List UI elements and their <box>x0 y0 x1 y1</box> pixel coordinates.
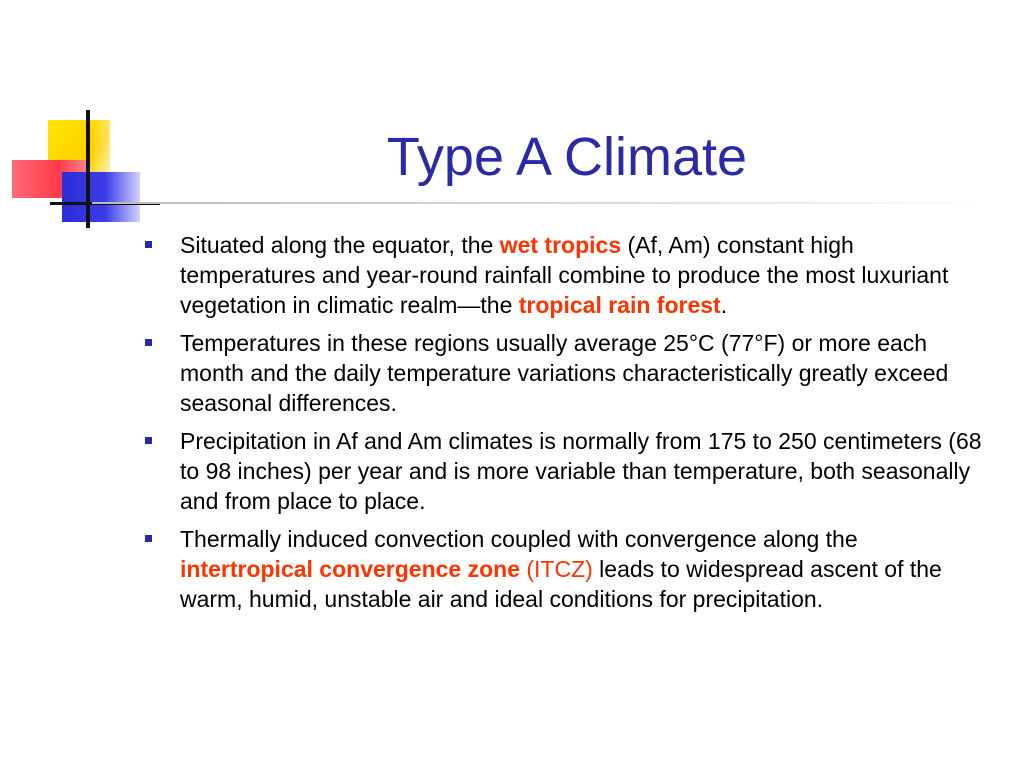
highlight-wet-tropics: wet tropics <box>499 232 622 258</box>
bullet-text: (Af, Am) constant high temperatures and year-round rainfall combine to produce the most luxuriant vegetation in climatic realm—the <box>180 232 949 318</box>
square-bullet-icon <box>145 535 152 542</box>
bullet-text: Thermally induced convection coupled with convergence along the <box>180 526 858 552</box>
bullet-item <box>142 328 992 418</box>
bullet-item <box>142 230 992 320</box>
square-bullet-icon <box>145 241 152 248</box>
title-divider <box>92 202 992 204</box>
bullet-item <box>142 426 992 516</box>
bullet-text: Temperatures in these regions usually average 25°C (77°F) or more each month and the daily temperature variations characteristically greatly exceed seasonal differences. <box>180 330 949 416</box>
slide-title: Type A Climate <box>386 127 748 187</box>
bullet-text: . <box>720 292 728 318</box>
highlight-tropical-rain-forest: tropical rain forest <box>518 292 721 318</box>
bullet-text: Precipitation in Af and Am climates is normally from 175 to 250 centimeters (68 to 98 inches) per year and is more variable than temperature, both seasonally and from place to place. <box>180 428 982 514</box>
bullet-text: Situated along the equator, the <box>180 232 500 258</box>
highlight-itcz-abbrev: (ITCZ) <box>519 556 593 582</box>
square-bullet-icon <box>145 339 152 346</box>
square-bullet-icon <box>145 437 152 444</box>
decorative-squares-logo <box>0 0 160 240</box>
bullet-list <box>142 230 992 622</box>
bullet-item <box>142 524 992 614</box>
bullet-text: leads to widespread ascent of the warm, humid, unstable air and ideal conditions for precipitation. <box>180 556 942 612</box>
highlight-itcz: intertropical convergence zone <box>180 556 520 582</box>
